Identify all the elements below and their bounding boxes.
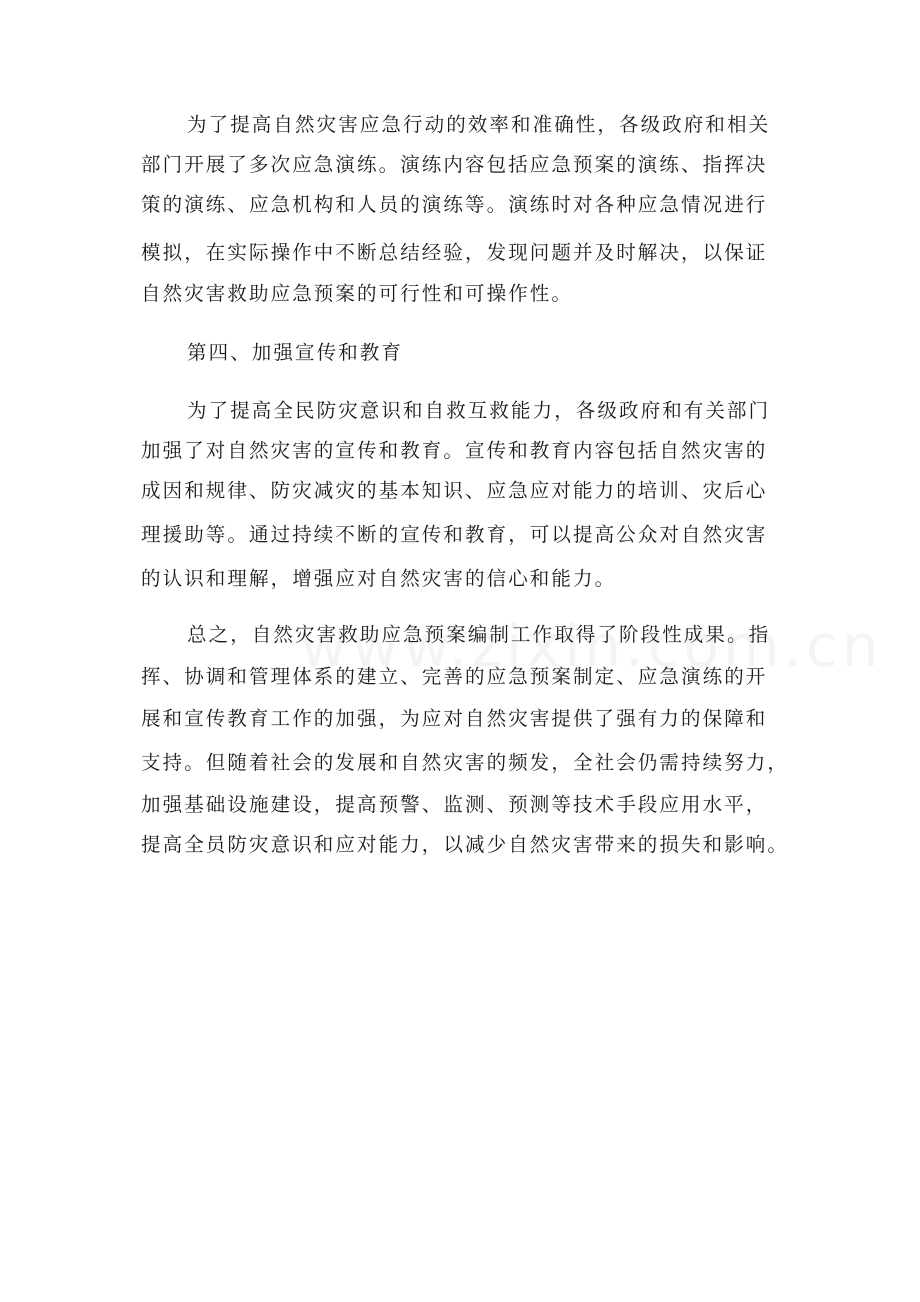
- section-heading: 第四、加强宣传和教育: [187, 341, 404, 364]
- paragraph-3-line-3: 成因和规律、防灾减灾的基本知识、应急应对能力的培训、灾后心: [141, 479, 768, 502]
- paragraph-1-line-1: 为了提高自然灾害应急行动的效率和准确性，各级政府和相关: [187, 113, 771, 136]
- paragraph-3-line-5: 的认识和理解，增强应对自然灾害的信心和能力。: [141, 567, 617, 590]
- paragraph-1-line-3: 策的演练、应急机构和人员的演练等。演练时对各种应急情况进行: [141, 193, 768, 216]
- paragraph-4-line-3: 展和宣传教育工作的加强，为应对自然灾害提供了强有力的保障和: [141, 707, 768, 730]
- paragraph-1-line-2: 部门开展了多次应急演练。演练内容包括应急预案的演练、指挥决: [141, 153, 768, 176]
- paragraph-3-line-1: 为了提高全民防灾意识和自救互救能力，各级政府和有关部门: [187, 399, 771, 422]
- paragraph-3-line-2: 加强了对自然灾害的宣传和教育。宣传和教育内容包括自然灾害的: [141, 439, 768, 462]
- paragraph-4-line-2: 挥、协调和管理体系的建立、完善的应急预案制定、应急演练的开: [141, 665, 768, 688]
- paragraph-4-line-4: 支持。但随着社会的发展和自然灾害的频发，全社会仍需持续努力，: [141, 751, 790, 774]
- paragraph-4-line-6: 提高全员防灾意识和应对能力，以减少自然灾害带来的损失和影响。: [141, 833, 790, 856]
- paragraph-1-line-4: 模拟，在实际操作中不断总结经验，发现问题并及时解决，以保证: [141, 241, 768, 264]
- paragraph-4-line-5: 加强基础设施建设，提高预警、监测、预测等技术手段应用水平，: [141, 793, 768, 816]
- paragraph-3-line-4: 理援助等。通过持续不断的宣传和教育，可以提高公众对自然灾害: [141, 523, 768, 546]
- paragraph-4-line-1: 总之，自然灾害救助应急预案编制工作取得了阶段性成果。指: [187, 623, 771, 646]
- paragraph-1-line-5: 自然灾害救助应急预案的可行性和可操作性。: [141, 282, 574, 305]
